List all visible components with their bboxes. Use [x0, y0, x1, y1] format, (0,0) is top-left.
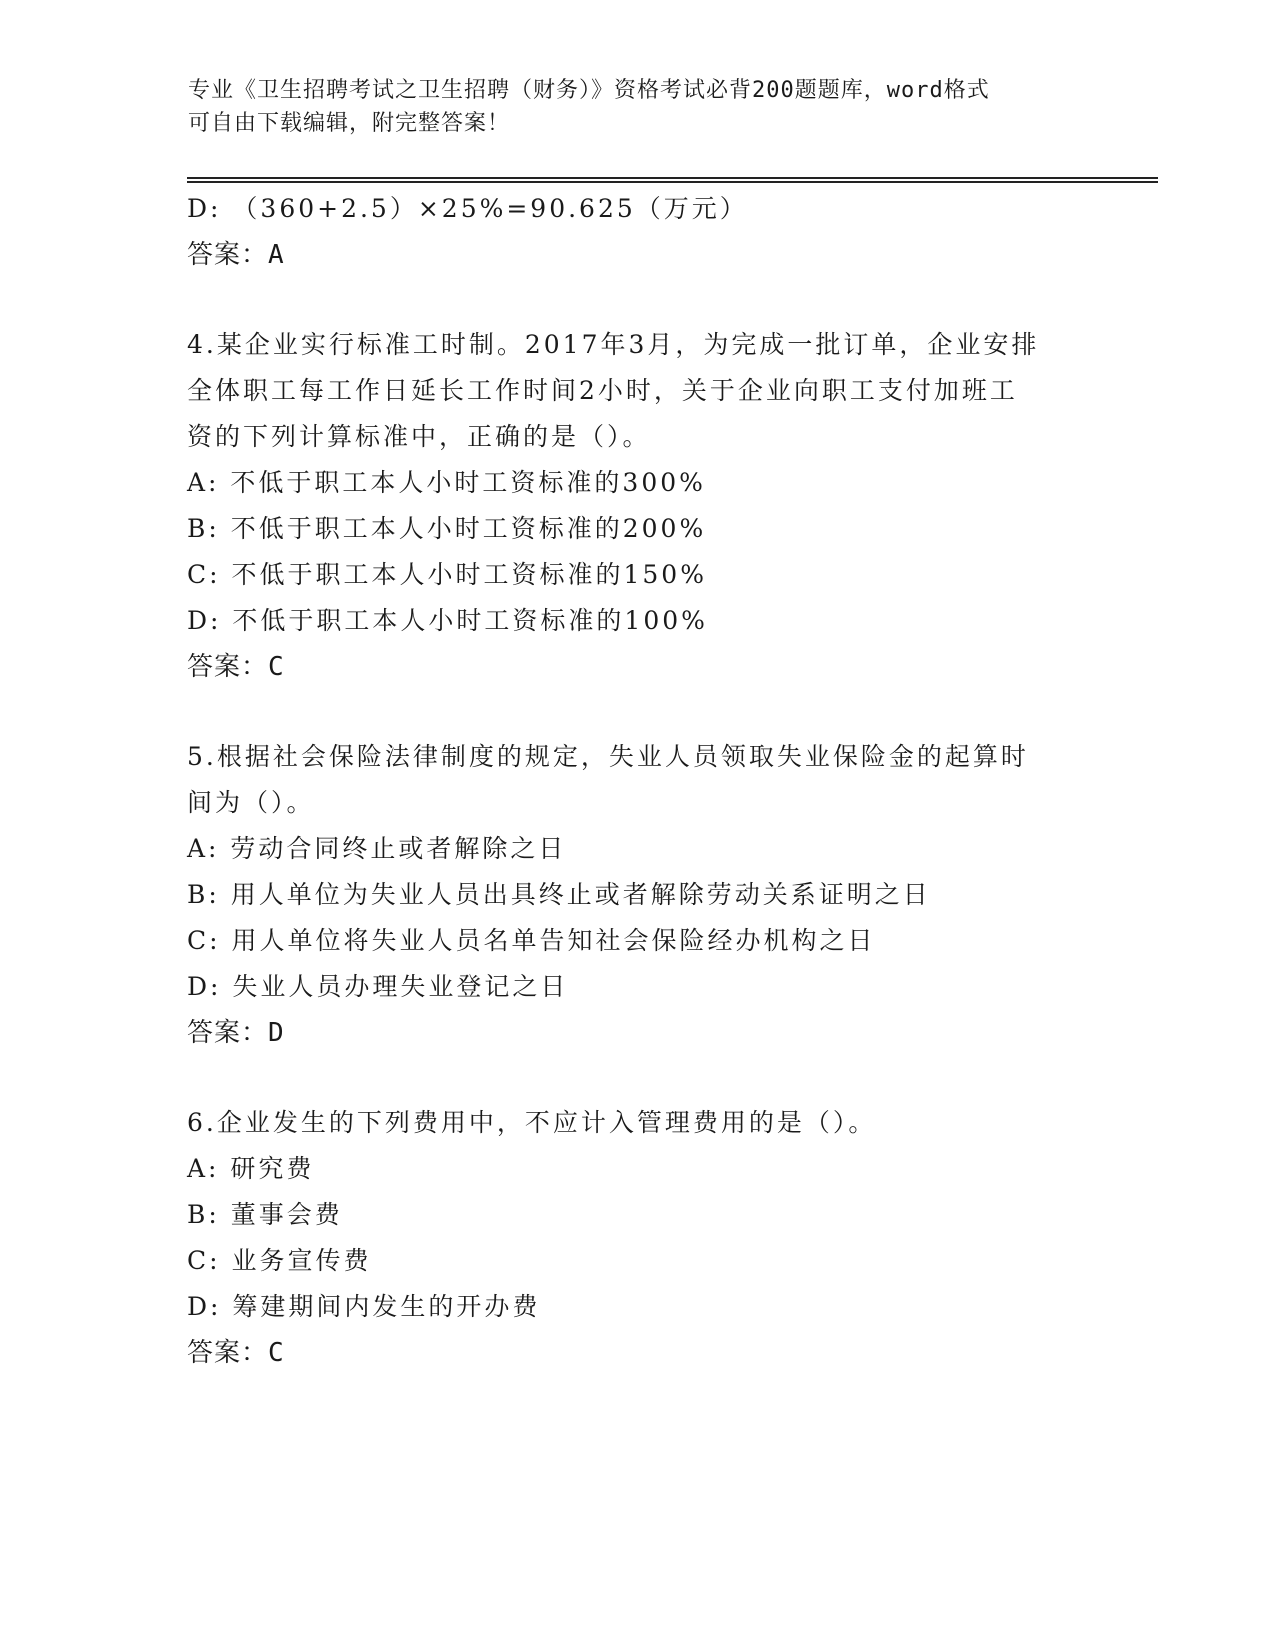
question-4-answer: 答案：C — [187, 652, 285, 682]
question-5-answer: 答案：D — [187, 1018, 285, 1048]
question-5-option-d: D: 失业人员办理失业登记之日 — [187, 972, 569, 1001]
question-6-option-d: D: 筹建期间内发生的开办费 — [187, 1292, 541, 1321]
question-6-option-b: B: 董事会费 — [187, 1200, 343, 1229]
question-6-text-line-1: 6.企业发生的下列费用中，不应计入管理费用的是（）。 — [187, 1108, 877, 1137]
header-title-line-1: 专业《卫生招聘考试之卫生招聘（财务）》资格考试必背200题题库，word格式 — [188, 78, 990, 103]
question-4-option-d: D: 不低于职工本人小时工资标准的100% — [187, 606, 708, 635]
prev-option-d: D: （360+2.5）×25%=90.625（万元） — [187, 194, 748, 223]
question-6-answer: 答案：C — [187, 1338, 285, 1368]
question-5-text-line-2: 间为（）。 — [187, 788, 315, 817]
question-5-text-line-1: 5.根据社会保险法律制度的规定，失业人员领取失业保险金的起算时 — [187, 742, 1029, 771]
question-4-option-c: C: 不低于职工本人小时工资标准的150% — [187, 560, 707, 589]
question-5-option-c: C: 用人单位将失业人员名单告知社会保险经办机构之日 — [187, 926, 876, 955]
question-5 — [187, 734, 1087, 1056]
header-title-line-2: 可自由下载编辑，附完整答案！ — [188, 111, 511, 136]
question-4-text-line-3: 资的下列计算标准中，正确的是（）。 — [187, 422, 651, 451]
question-6-option-a: A: 研究费 — [187, 1154, 315, 1183]
question-4-text-line-1: 4.某企业实行标准工时制。2017年3月，为完成一批订单，企业安排 — [187, 330, 1040, 359]
question-6 — [187, 1100, 1087, 1376]
question-6-option-c: C: 业务宣传费 — [187, 1246, 372, 1275]
question-5-option-a: A: 劳动合同终止或者解除之日 — [187, 834, 567, 863]
question-4-option-a: A: 不低于职工本人小时工资标准的300% — [187, 468, 706, 497]
header-divider — [187, 177, 1158, 183]
prev-answer: 答案：A — [187, 240, 285, 270]
question-4 — [187, 322, 1087, 690]
document-header — [188, 74, 1068, 140]
question-5-option-b: B: 用人单位为失业人员出具终止或者解除劳动关系证明之日 — [187, 880, 931, 909]
question-list — [187, 186, 1087, 1376]
question-4-option-b: B: 不低于职工本人小时工资标准的200% — [187, 514, 707, 543]
question-4-text-line-2: 全体职工每工作日延长工作时间2小时，关于企业向职工支付加班工 — [187, 376, 1018, 405]
